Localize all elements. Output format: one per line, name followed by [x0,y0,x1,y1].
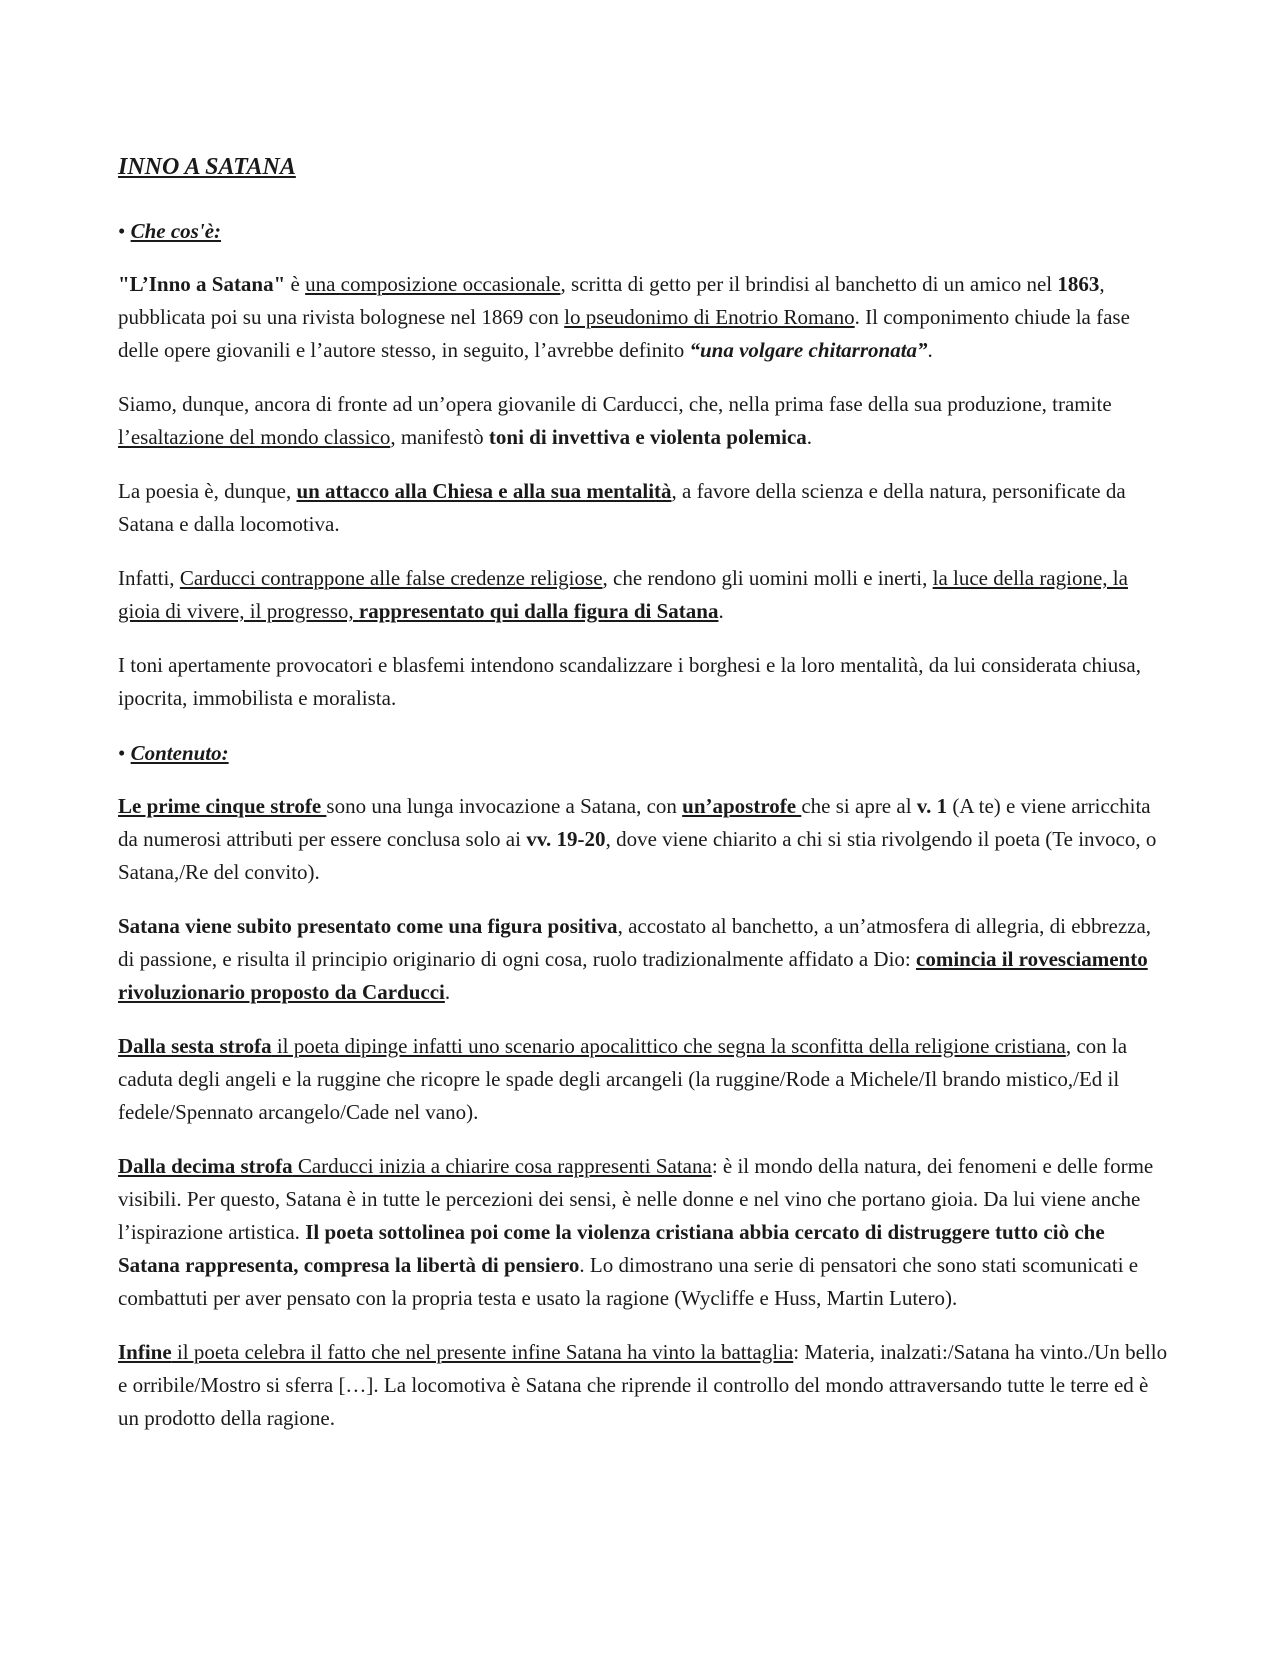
text-run: la luce della ragione, la gioia di vivere, il progresso, [118,566,1128,623]
text-run: I toni apertamente provocatori e blasfemi intendono scandalizzare i borghesi e la loro mentalità, da lui considerata chiusa, ipocrita, immobilista e moralista. [118,653,1141,710]
text-run: Satana viene subito presentato come una figura positiva [118,914,618,938]
section-heading-label: Contenuto: [130,741,229,765]
document-body [118,214,1170,1435]
text-run: comincia il rovesciamento rivoluzionario proposto da Carducci [118,947,1148,1004]
text-run: . [718,599,724,623]
text-run: un’apostrofe [682,794,802,818]
text-run: . Il componimento chiude la fase delle opere giovanili e l’autore stesso, in seguito, l’avrebbe definito [118,305,1130,362]
text-run: Carducci contrappone alle false credenze religiose [179,566,603,590]
text-run: un attacco alla Chiesa e alla sua mentalità [296,479,672,503]
bullet-marker: • [118,219,126,243]
paragraph [118,1030,1170,1129]
text-run: . [444,980,451,1004]
paragraph [118,910,1170,1009]
section-heading [118,736,1170,770]
paragraph [118,1150,1170,1315]
text-run: . Lo dimostrano una serie di pensatori che sono stati scomunicati e combattuti per aver pensato con la propria testa e usato la ragione (Wycliffe e Huss, Martin Lutero). [118,1253,1139,1310]
text-run: (A te) e viene arricchita da numerosi attributi per essere conclusa solo ai [118,794,1151,851]
text-run: v. 1 [916,794,948,818]
text-run: , a favore della scienza e della natura, personificate da Satana e dalla locomotiva. [118,479,1126,536]
text-run: . [806,425,813,449]
text-run: Carducci inizia a chiarire cosa rappresenti Satana [292,1154,712,1178]
text-run: , pubblicata poi su una rivista bolognese nel 1869 con [118,272,1105,329]
text-run: : è il mondo della natura, dei fenomeni e delle forme visibili. Per questo, Satana è in tutte le percezioni dei sensi, è nelle donne e nel vino che portano gioia. Da lui viene anche l’ispirazione artistica. [118,1154,1154,1244]
paragraph [118,268,1170,367]
bullet-marker: • [118,741,126,765]
text-run: Infatti, [118,566,180,590]
text-run: , con la caduta degli angeli e la ruggine che ricopre le spade degli arcangeli (la ruggine/Rode a Michele/Il brando mistico,/Ed il fedele/Spennato arcangelo/Cade nel vano). [118,1034,1128,1124]
text-run: sono una lunga invocazione a Satana, con [326,794,683,818]
document-title: INNO A SATANA [118,154,296,180]
text-run: , scritta di getto per il brindisi al banchetto di un amico nel [560,272,1058,296]
text-run: : Materia, inalzati:/Satana ha vinto./Un bello e orribile/Mostro si sferra […]. La locomotiva è Satana che riprende il controllo del mondo attraversando tutte le terre ed è un prodotto della ragione. [118,1340,1168,1430]
text-run: rappresentato qui dalla figura di Satana [358,599,719,623]
paragraph [118,1336,1170,1435]
text-run: , accostato al banchetto, a un’atmosfera di allegria, di ebbrezza, di passione, e risulta il principio originario di ogni cosa, ruolo tradizionalmente affidato a Dio: [118,914,1152,971]
text-run: “una volgare chitarronata” [689,338,928,362]
text-run: 1863 [1057,272,1100,296]
paragraph [118,562,1170,628]
text-run: il poeta celebra il fatto che nel presente infine Satana ha vinto la battaglia [171,1340,794,1364]
paragraph [118,388,1170,454]
text-run: Infine [118,1340,172,1364]
text-run: , dove viene chiarito a chi si stia rivolgendo il poeta (Te invoco, o Satana,/Re del convito). [118,827,1157,884]
paragraph [118,475,1170,541]
text-run: il poeta dipinge infatti uno scenario apocalittico che segna la sconfitta della religione cristiana [271,1034,1066,1058]
text-run: "L’Inno a Satana" [118,272,286,296]
text-run: vv. 19-20 [526,827,606,851]
text-run: è [285,272,306,296]
text-run: La poesia è, dunque, [118,479,297,503]
paragraph [118,790,1170,889]
text-run: Siamo, dunque, ancora di fronte ad un’opera giovanile di Carducci, che, nella prima fase della sua produzione, tramite [118,392,1112,416]
text-run: Il poeta sottolinea poi come la violenza cristiana abbia cercato di distruggere tutto ciò che Satana rappresenta, compresa la libertà di pensiero [118,1220,1105,1277]
paragraph [118,649,1170,715]
section-heading [118,214,1170,248]
text-run: Dalla decima strofa [118,1154,293,1178]
text-run: lo pseudonimo di Enotrio Romano [564,305,855,329]
text-run: . [927,338,933,362]
text-run: Le prime cinque strofe [118,794,327,818]
text-run: l’esaltazione del mondo classico [118,425,391,449]
text-run: toni di invettiva e violenta polemica [488,425,807,449]
text-run: Dalla sesta strofa [118,1034,272,1058]
text-run: una composizione occasionale [305,272,561,296]
text-run: , manifestò [390,425,489,449]
section-heading-label: Che cos'è: [130,219,222,243]
text-run: che si apre al [801,794,917,818]
text-run: , che rendono gli uomini molli e inerti, [602,566,933,590]
